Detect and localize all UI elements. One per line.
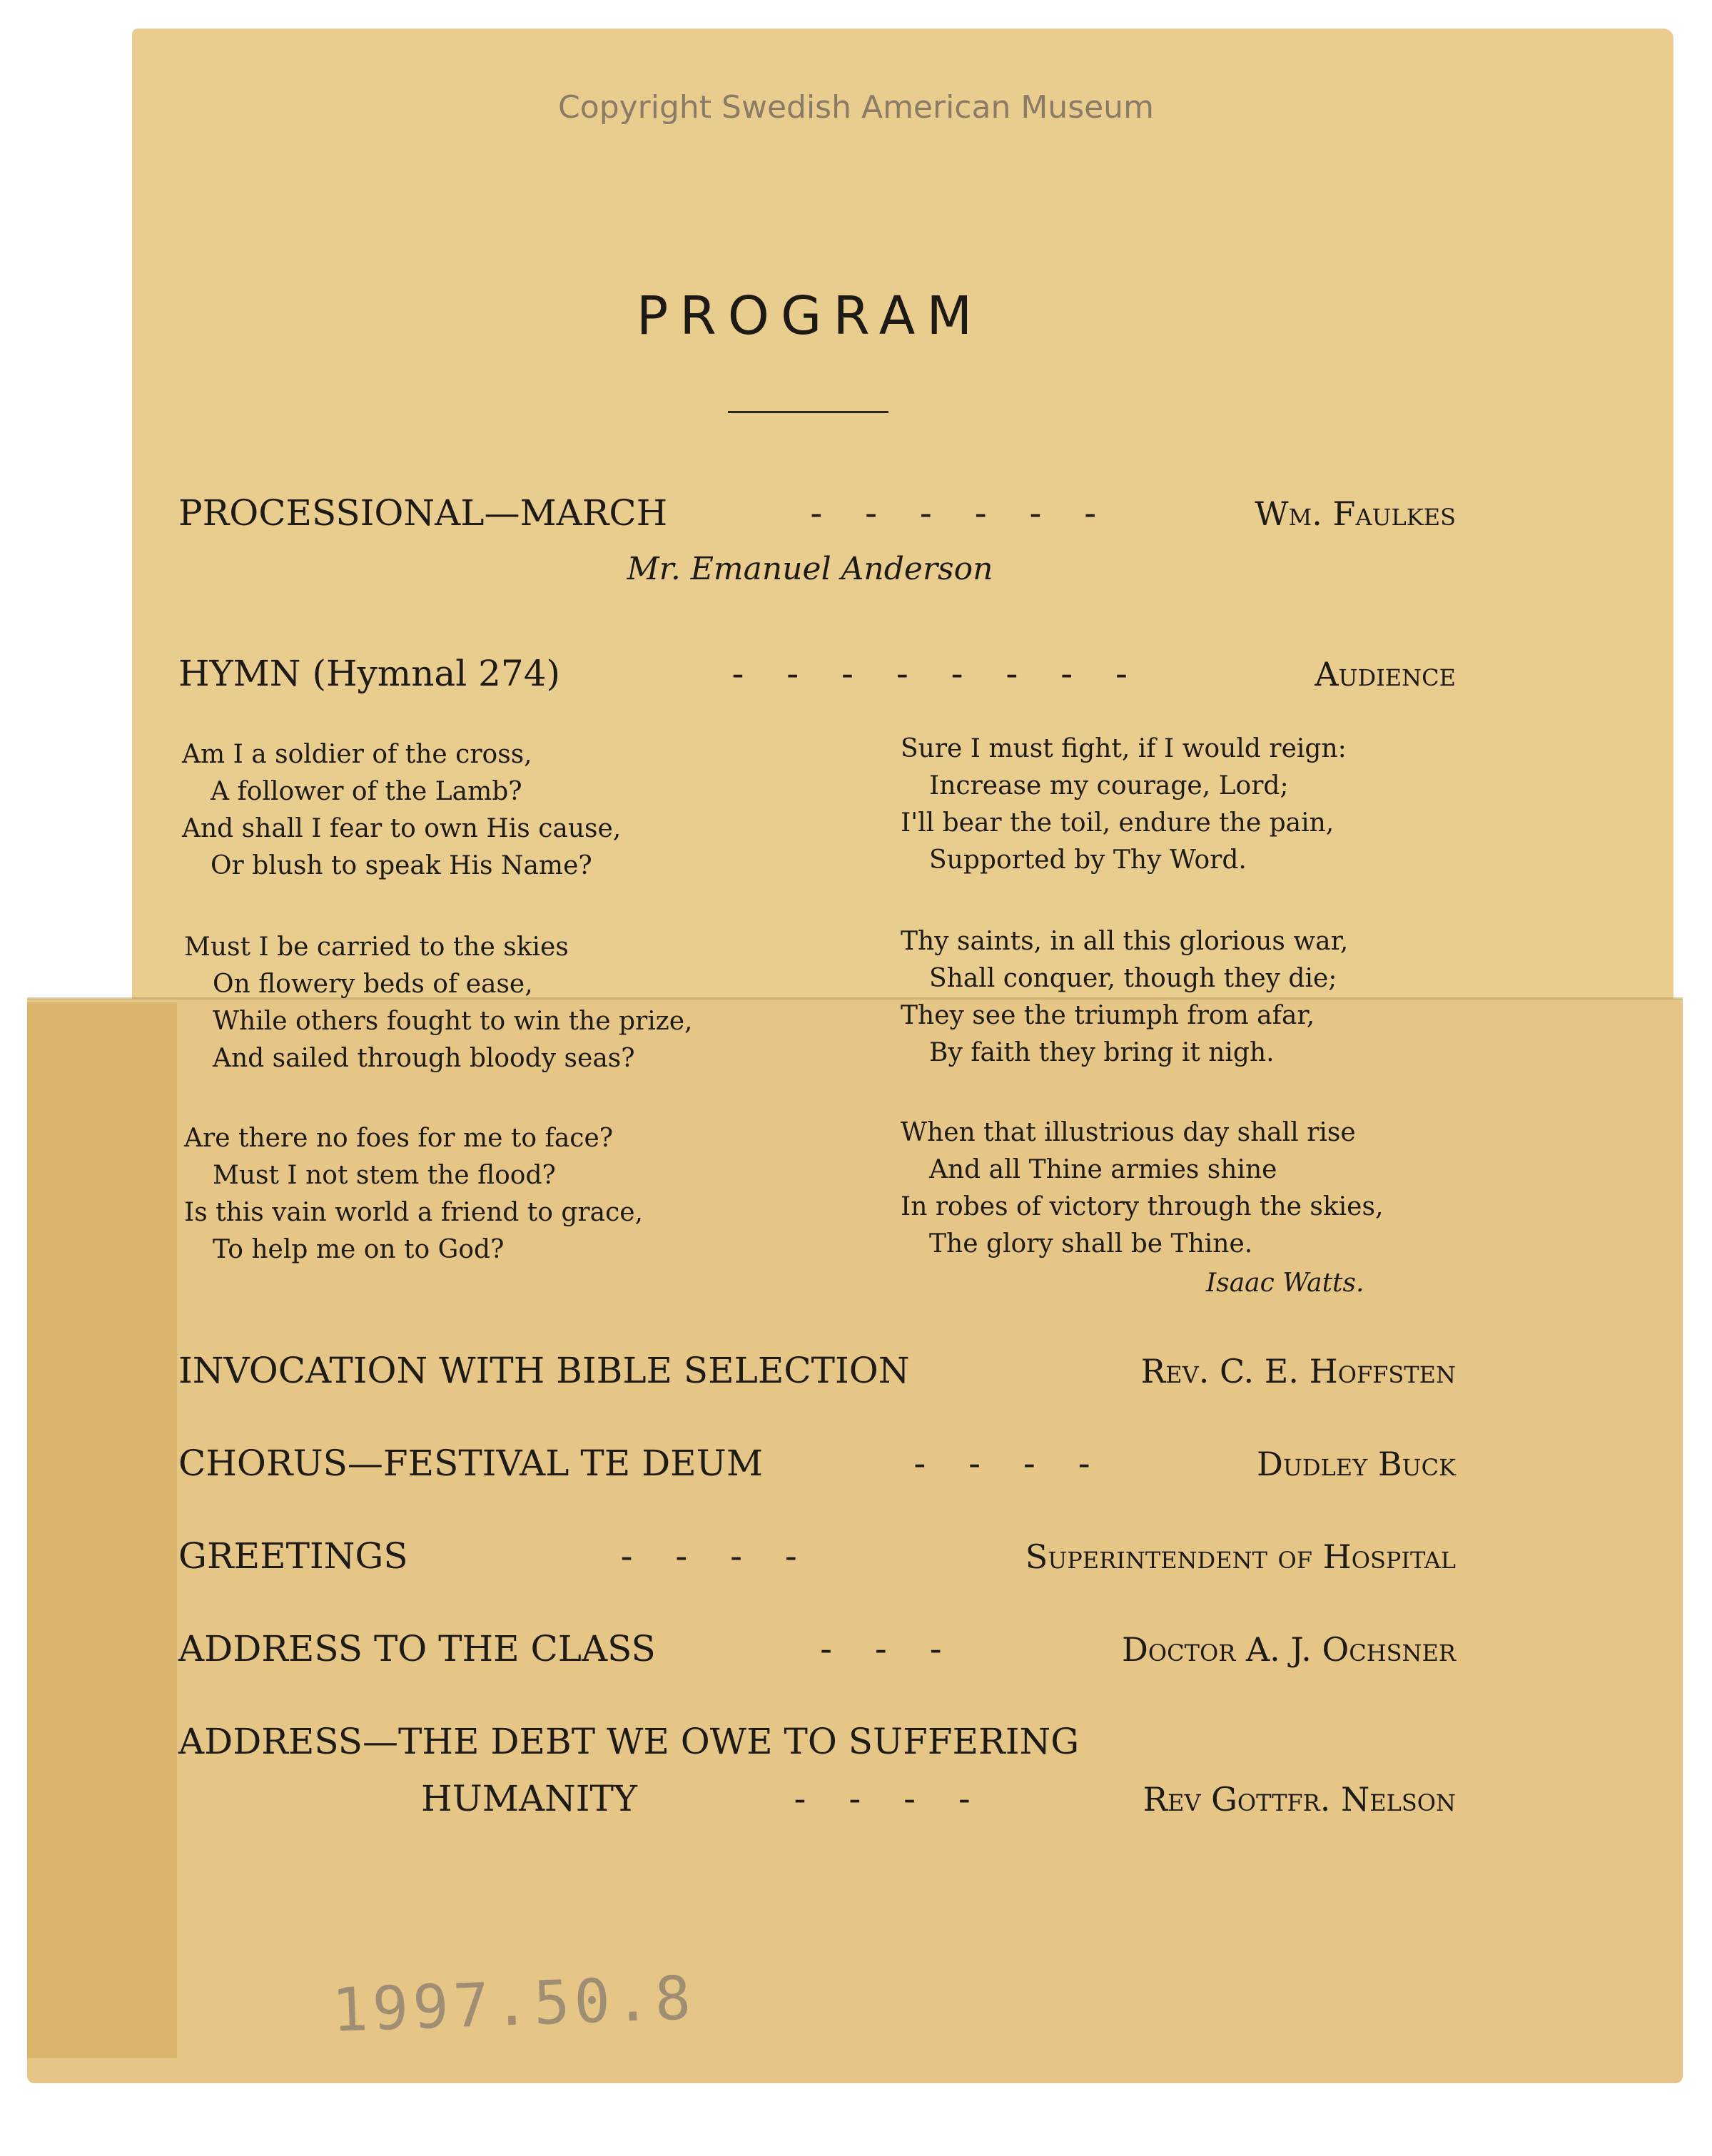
verse-line: Am I a soldier of the cross, <box>182 740 532 769</box>
verse-line: In robes of victory through the skies, <box>901 1192 1384 1221</box>
item-leader: - - - - - - <box>810 492 1113 534</box>
item-label: GREETINGS <box>178 1535 408 1577</box>
item-label: ADDRESS—THE DEBT WE OWE TO SUFFERING <box>178 1721 1080 1762</box>
verse-line: The glory shall be Thine. <box>929 1229 1253 1258</box>
item-label: HUMANITY <box>421 1778 637 1819</box>
hymn-stanza-5 <box>901 923 1514 1072</box>
program-item-address-class <box>178 1628 1456 1678</box>
item-credit: Audience <box>1315 655 1456 693</box>
hymn-stanza-6 <box>901 1114 1514 1263</box>
verse-line: Supported by Thy Word. <box>929 845 1247 875</box>
verse-line: I'll bear the toil, endure the pain, <box>901 808 1334 838</box>
item-leader: - - - - <box>794 1778 986 1819</box>
item-leader: - - - - <box>913 1443 1106 1484</box>
processional-performer: Mr. Emanuel Anderson <box>627 551 993 587</box>
copyright-watermark: Copyright Swedish American Museum <box>558 89 1154 126</box>
hymn-stanza-4 <box>901 731 1514 879</box>
program-item-hymn <box>178 653 1456 703</box>
verse-line: Must I be carried to the skies <box>184 932 569 962</box>
verse-line: Is this vain world a friend to grace, <box>184 1198 644 1227</box>
item-leader: - - - - - - - - <box>731 653 1143 694</box>
hymn-stanza-2 <box>184 929 798 1077</box>
verse-line: Must I not stem the flood? <box>213 1161 556 1190</box>
verse-line: On flowery beds of ease, <box>213 970 533 999</box>
item-credit: Rev. C. E. Hoffsten <box>1140 1352 1456 1390</box>
verse-line: While others fought to win the prize, <box>213 1007 693 1036</box>
verse-line: To help me on to God? <box>213 1235 505 1264</box>
item-label: ADDRESS TO THE CLASS <box>178 1628 656 1669</box>
item-leader: - - - <box>820 1628 958 1669</box>
hymn-stanza-1 <box>182 736 796 885</box>
verse-line: Thy saints, in all this glorious war, <box>901 927 1349 956</box>
item-label: CHORUS—FESTIVAL TE DEUM <box>178 1443 764 1484</box>
program-item-chorus <box>178 1443 1456 1493</box>
hymn-stanza-3 <box>184 1120 798 1268</box>
verse-line: Increase my courage, Lord; <box>929 771 1289 800</box>
program-item-humanity <box>421 1778 1456 1828</box>
verse-line: Are there no foes for me to face? <box>184 1124 614 1153</box>
title-underline <box>728 411 888 413</box>
item-leader: - - - - <box>620 1535 813 1577</box>
verse-line: Shall conquer, though they die; <box>929 964 1337 993</box>
item-credit: Superintendent of Hospital <box>1025 1537 1456 1576</box>
verse-line: Sure I must fight, if I would reign: <box>901 734 1347 763</box>
program-item-invocation <box>178 1350 1456 1400</box>
item-credit: Dudley Buck <box>1256 1445 1456 1483</box>
program-item-address-debt <box>178 1721 1456 1771</box>
program-item-processional <box>178 492 1456 542</box>
tape-strip <box>27 1002 177 2058</box>
item-label: HYMN (Hymnal 274) <box>178 653 561 694</box>
hymn-author: Isaac Watts. <box>1206 1268 1364 1298</box>
item-label: INVOCATION WITH BIBLE SELECTION <box>178 1350 910 1391</box>
item-credit: Wm. Faulkes <box>1255 494 1456 533</box>
verse-line: And shall I fear to own His cause, <box>182 814 622 843</box>
verse-line: A follower of the Lamb? <box>211 777 522 806</box>
verse-line: And sailed through bloody seas? <box>213 1044 635 1073</box>
verse-line: Or blush to speak His Name? <box>211 851 592 880</box>
program-item-greetings <box>178 1535 1456 1585</box>
verse-line: And all Thine armies shine <box>929 1155 1277 1184</box>
item-label: PROCESSIONAL—MARCH <box>178 492 668 534</box>
verse-line: They see the triumph from afar, <box>901 1001 1315 1030</box>
catalog-number: 1997.50.8 <box>330 1963 697 2045</box>
item-credit: Rev Gottfr. Nelson <box>1143 1780 1456 1819</box>
verse-line: When that illustrious day shall rise <box>901 1118 1356 1147</box>
verse-line: By faith they bring it nigh. <box>929 1038 1275 1067</box>
program-title: PROGRAM <box>636 285 984 347</box>
item-credit: Doctor A. J. Ochsner <box>1122 1630 1456 1669</box>
